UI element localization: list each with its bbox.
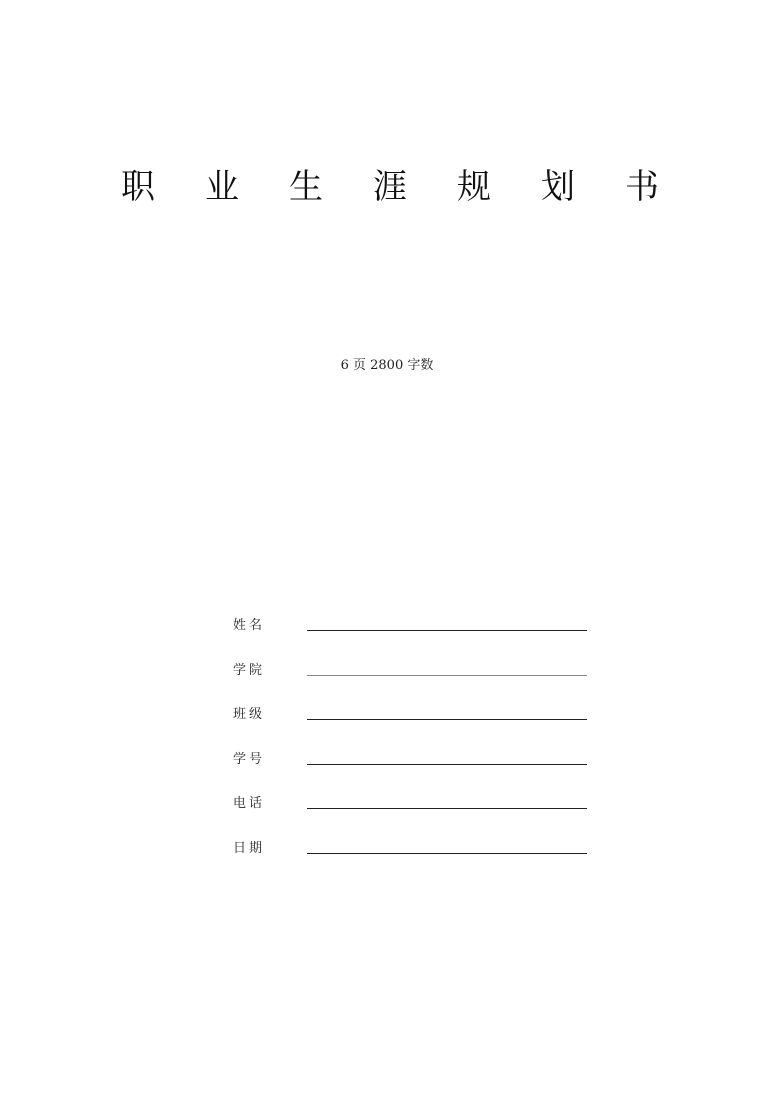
page-title (110, 158, 670, 208)
title-char: 业 (205, 166, 239, 207)
field-label: 电话 (233, 796, 266, 811)
title-char: 涯 (373, 166, 407, 207)
title-char: 职 (121, 166, 155, 207)
field-date (233, 829, 593, 874)
title-char: 生 (289, 166, 323, 207)
info-form (233, 606, 593, 873)
page-word-count: 6 页 2800 字数 (340, 358, 434, 373)
phone-underline[interactable] (307, 808, 587, 809)
title-char: 书 (625, 166, 659, 207)
field-phone (233, 784, 593, 829)
field-label: 学院 (233, 662, 266, 678)
field-college (233, 651, 593, 696)
class-underline[interactable] (307, 719, 587, 720)
field-label: 班级 (233, 707, 266, 722)
field-label: 姓名 (233, 618, 266, 633)
field-label: 学号 (233, 751, 266, 767)
student-id-underline[interactable] (307, 764, 587, 765)
date-underline[interactable] (307, 853, 587, 854)
name-underline[interactable] (307, 630, 587, 631)
title-char: 划 (541, 166, 575, 207)
field-class (233, 695, 593, 740)
field-student-id (233, 740, 593, 785)
title-char: 规 (457, 166, 491, 207)
college-underline[interactable] (307, 675, 587, 676)
field-label: 日期 (233, 840, 266, 856)
field-name (233, 606, 593, 651)
